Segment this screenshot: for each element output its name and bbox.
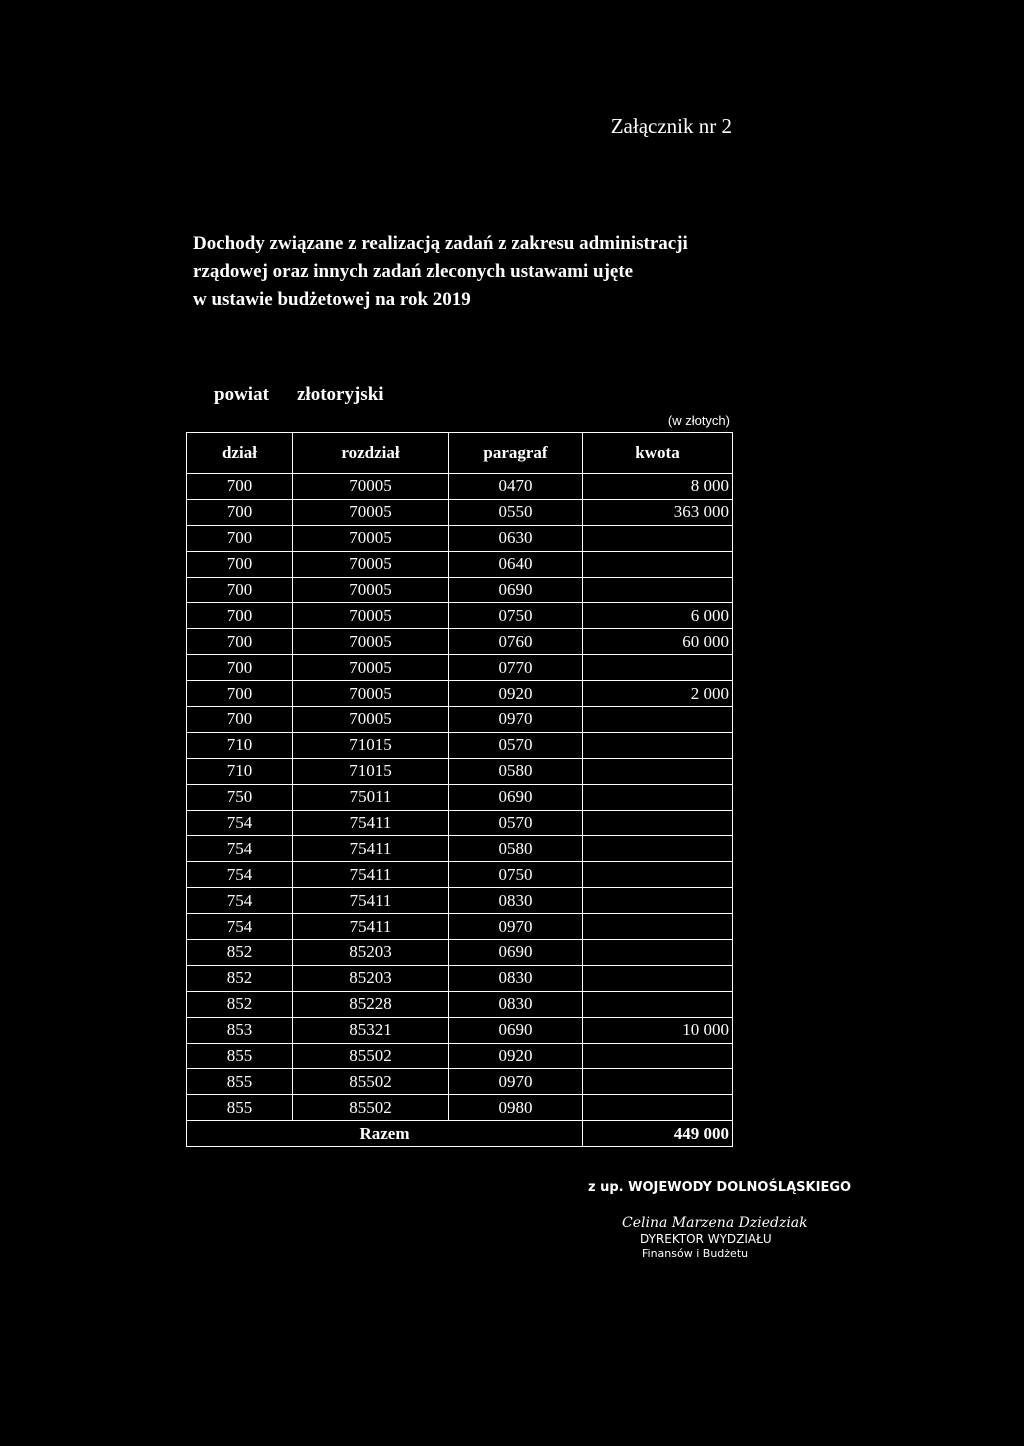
cell-kwota [583,525,733,551]
table-header-row [187,433,733,474]
cell-rozdzial: 70005 [293,474,449,500]
cell-dzial: 700 [187,551,293,577]
cell-rozdzial: 70005 [293,707,449,733]
cell-kwota [583,551,733,577]
heading-line-2: rządowej oraz innych zadań zleconych ustawami ujęte [193,261,634,282]
table-row [187,629,733,655]
cell-paragraf: 0920 [449,1043,583,1069]
cell-kwota [583,888,733,914]
cell-kwota [583,810,733,836]
cell-kwota [583,1069,733,1095]
cell-paragraf: 0690 [449,1017,583,1043]
cell-kwota [583,1043,733,1069]
cell-dzial: 700 [187,525,293,551]
cell-paragraf: 0920 [449,681,583,707]
table-row [187,577,733,603]
table-row [187,681,733,707]
cell-paragraf: 0750 [449,862,583,888]
cell-dzial: 855 [187,1043,293,1069]
cell-paragraf: 0760 [449,629,583,655]
cell-rozdzial: 85228 [293,991,449,1017]
cell-kwota [583,1095,733,1121]
stamp-title: DYREKTOR WYDZIAŁU [640,1232,772,1246]
cell-rozdzial: 70005 [293,603,449,629]
cell-kwota [583,940,733,966]
county-name: złotoryjski [297,384,384,405]
cell-kwota: 2 000 [583,681,733,707]
stamp-signature: Celina Marzena Dziedziak [622,1215,808,1231]
cell-dzial: 700 [187,577,293,603]
table-row [187,965,733,991]
header-rozdzial: rozdział [293,433,449,474]
cell-paragraf: 0970 [449,707,583,733]
cell-rozdzial: 85203 [293,940,449,966]
cell-dzial: 700 [187,603,293,629]
cell-rozdzial: 70005 [293,577,449,603]
cell-dzial: 853 [187,1017,293,1043]
cell-paragraf: 0570 [449,810,583,836]
cell-kwota [583,784,733,810]
cell-rozdzial: 70005 [293,629,449,655]
cell-rozdzial: 75411 [293,888,449,914]
table-row [187,914,733,940]
total-value: 449 000 [583,1121,733,1147]
cell-dzial: 700 [187,499,293,525]
cell-rozdzial: 71015 [293,732,449,758]
cell-rozdzial: 85502 [293,1043,449,1069]
cell-paragraf: 0550 [449,499,583,525]
heading-line-1: Dochody związane z realizacją zadań z zakresu administracji [193,233,688,254]
cell-rozdzial: 75411 [293,862,449,888]
cell-dzial: 700 [187,681,293,707]
cell-dzial: 852 [187,965,293,991]
cell-dzial: 750 [187,784,293,810]
cell-paragraf: 0970 [449,1069,583,1095]
table-row [187,1095,733,1121]
cell-rozdzial: 85502 [293,1069,449,1095]
table-row [187,758,733,784]
cell-paragraf: 0830 [449,888,583,914]
cell-dzial: 754 [187,862,293,888]
cell-kwota [583,862,733,888]
cell-rozdzial: 75011 [293,784,449,810]
cell-paragraf: 0470 [449,474,583,500]
cell-rozdzial: 70005 [293,655,449,681]
cell-kwota: 10 000 [583,1017,733,1043]
cell-kwota [583,965,733,991]
table-row [187,474,733,500]
cell-paragraf: 0690 [449,940,583,966]
table-row [187,499,733,525]
cell-kwota: 6 000 [583,603,733,629]
cell-kwota: 363 000 [583,499,733,525]
heading-line-3: w ustawie budżetowej na rok 2019 [193,289,471,310]
table-row [187,888,733,914]
cell-rozdzial: 71015 [293,758,449,784]
table-row [187,603,733,629]
stamp-department: Finansów i Budżetu [642,1247,749,1260]
total-label: Razem [187,1121,583,1147]
cell-dzial: 710 [187,732,293,758]
cell-kwota: 8 000 [583,474,733,500]
cell-kwota: 60 000 [583,629,733,655]
cell-rozdzial: 70005 [293,551,449,577]
cell-paragraf: 0570 [449,732,583,758]
document-heading [193,230,753,314]
cell-paragraf: 0980 [449,1095,583,1121]
cell-dzial: 700 [187,707,293,733]
table-row [187,1043,733,1069]
cell-rozdzial: 75411 [293,810,449,836]
cell-paragraf: 0770 [449,655,583,681]
cell-paragraf: 0750 [449,603,583,629]
cell-rozdzial: 70005 [293,525,449,551]
table-row [187,940,733,966]
cell-dzial: 754 [187,810,293,836]
cell-paragraf: 0630 [449,525,583,551]
budget-table [186,432,733,1147]
cell-dzial: 710 [187,758,293,784]
cell-dzial: 700 [187,629,293,655]
cell-kwota [583,914,733,940]
unit-note: (w złotych) [667,413,730,428]
cell-paragraf: 0970 [449,914,583,940]
header-dzial: dział [187,433,293,474]
table-row [187,836,733,862]
cell-rozdzial: 75411 [293,914,449,940]
cell-rozdzial: 70005 [293,681,449,707]
cell-kwota [583,707,733,733]
table-row [187,810,733,836]
cell-rozdzial: 85321 [293,1017,449,1043]
cell-dzial: 700 [187,655,293,681]
cell-paragraf: 0580 [449,836,583,862]
cell-dzial: 754 [187,914,293,940]
cell-dzial: 852 [187,991,293,1017]
table-row [187,732,733,758]
table-body [187,474,733,1121]
cell-dzial: 852 [187,940,293,966]
cell-dzial: 754 [187,836,293,862]
attachment-label: Załącznik nr 2 [610,114,732,138]
cell-paragraf: 0690 [449,784,583,810]
cell-kwota [583,836,733,862]
cell-kwota [583,758,733,784]
cell-paragraf: 0830 [449,991,583,1017]
cell-dzial: 700 [187,474,293,500]
cell-kwota [583,732,733,758]
cell-kwota [583,577,733,603]
table-row [187,784,733,810]
stamp-authority: z up. WOJEWODY DOLNOŚLĄSKIEGO [588,1180,852,1195]
cell-kwota [583,991,733,1017]
cell-dzial: 754 [187,888,293,914]
cell-dzial: 855 [187,1069,293,1095]
cell-paragraf: 0640 [449,551,583,577]
total-row [187,1121,733,1147]
table-row [187,707,733,733]
table-row [187,551,733,577]
cell-rozdzial: 85502 [293,1095,449,1121]
header-kwota: kwota [583,433,733,474]
cell-paragraf: 0580 [449,758,583,784]
approval-stamp [588,1180,878,1260]
cell-paragraf: 0690 [449,577,583,603]
header-paragraf: paragraf [449,433,583,474]
table-row [187,1069,733,1095]
cell-rozdzial: 75411 [293,836,449,862]
county-label: powiat [214,384,269,405]
cell-rozdzial: 70005 [293,499,449,525]
table-row [187,991,733,1017]
cell-kwota [583,655,733,681]
table-row [187,655,733,681]
table-row [187,862,733,888]
table-row [187,1017,733,1043]
table-row [187,525,733,551]
cell-dzial: 855 [187,1095,293,1121]
cell-rozdzial: 85203 [293,965,449,991]
cell-paragraf: 0830 [449,965,583,991]
